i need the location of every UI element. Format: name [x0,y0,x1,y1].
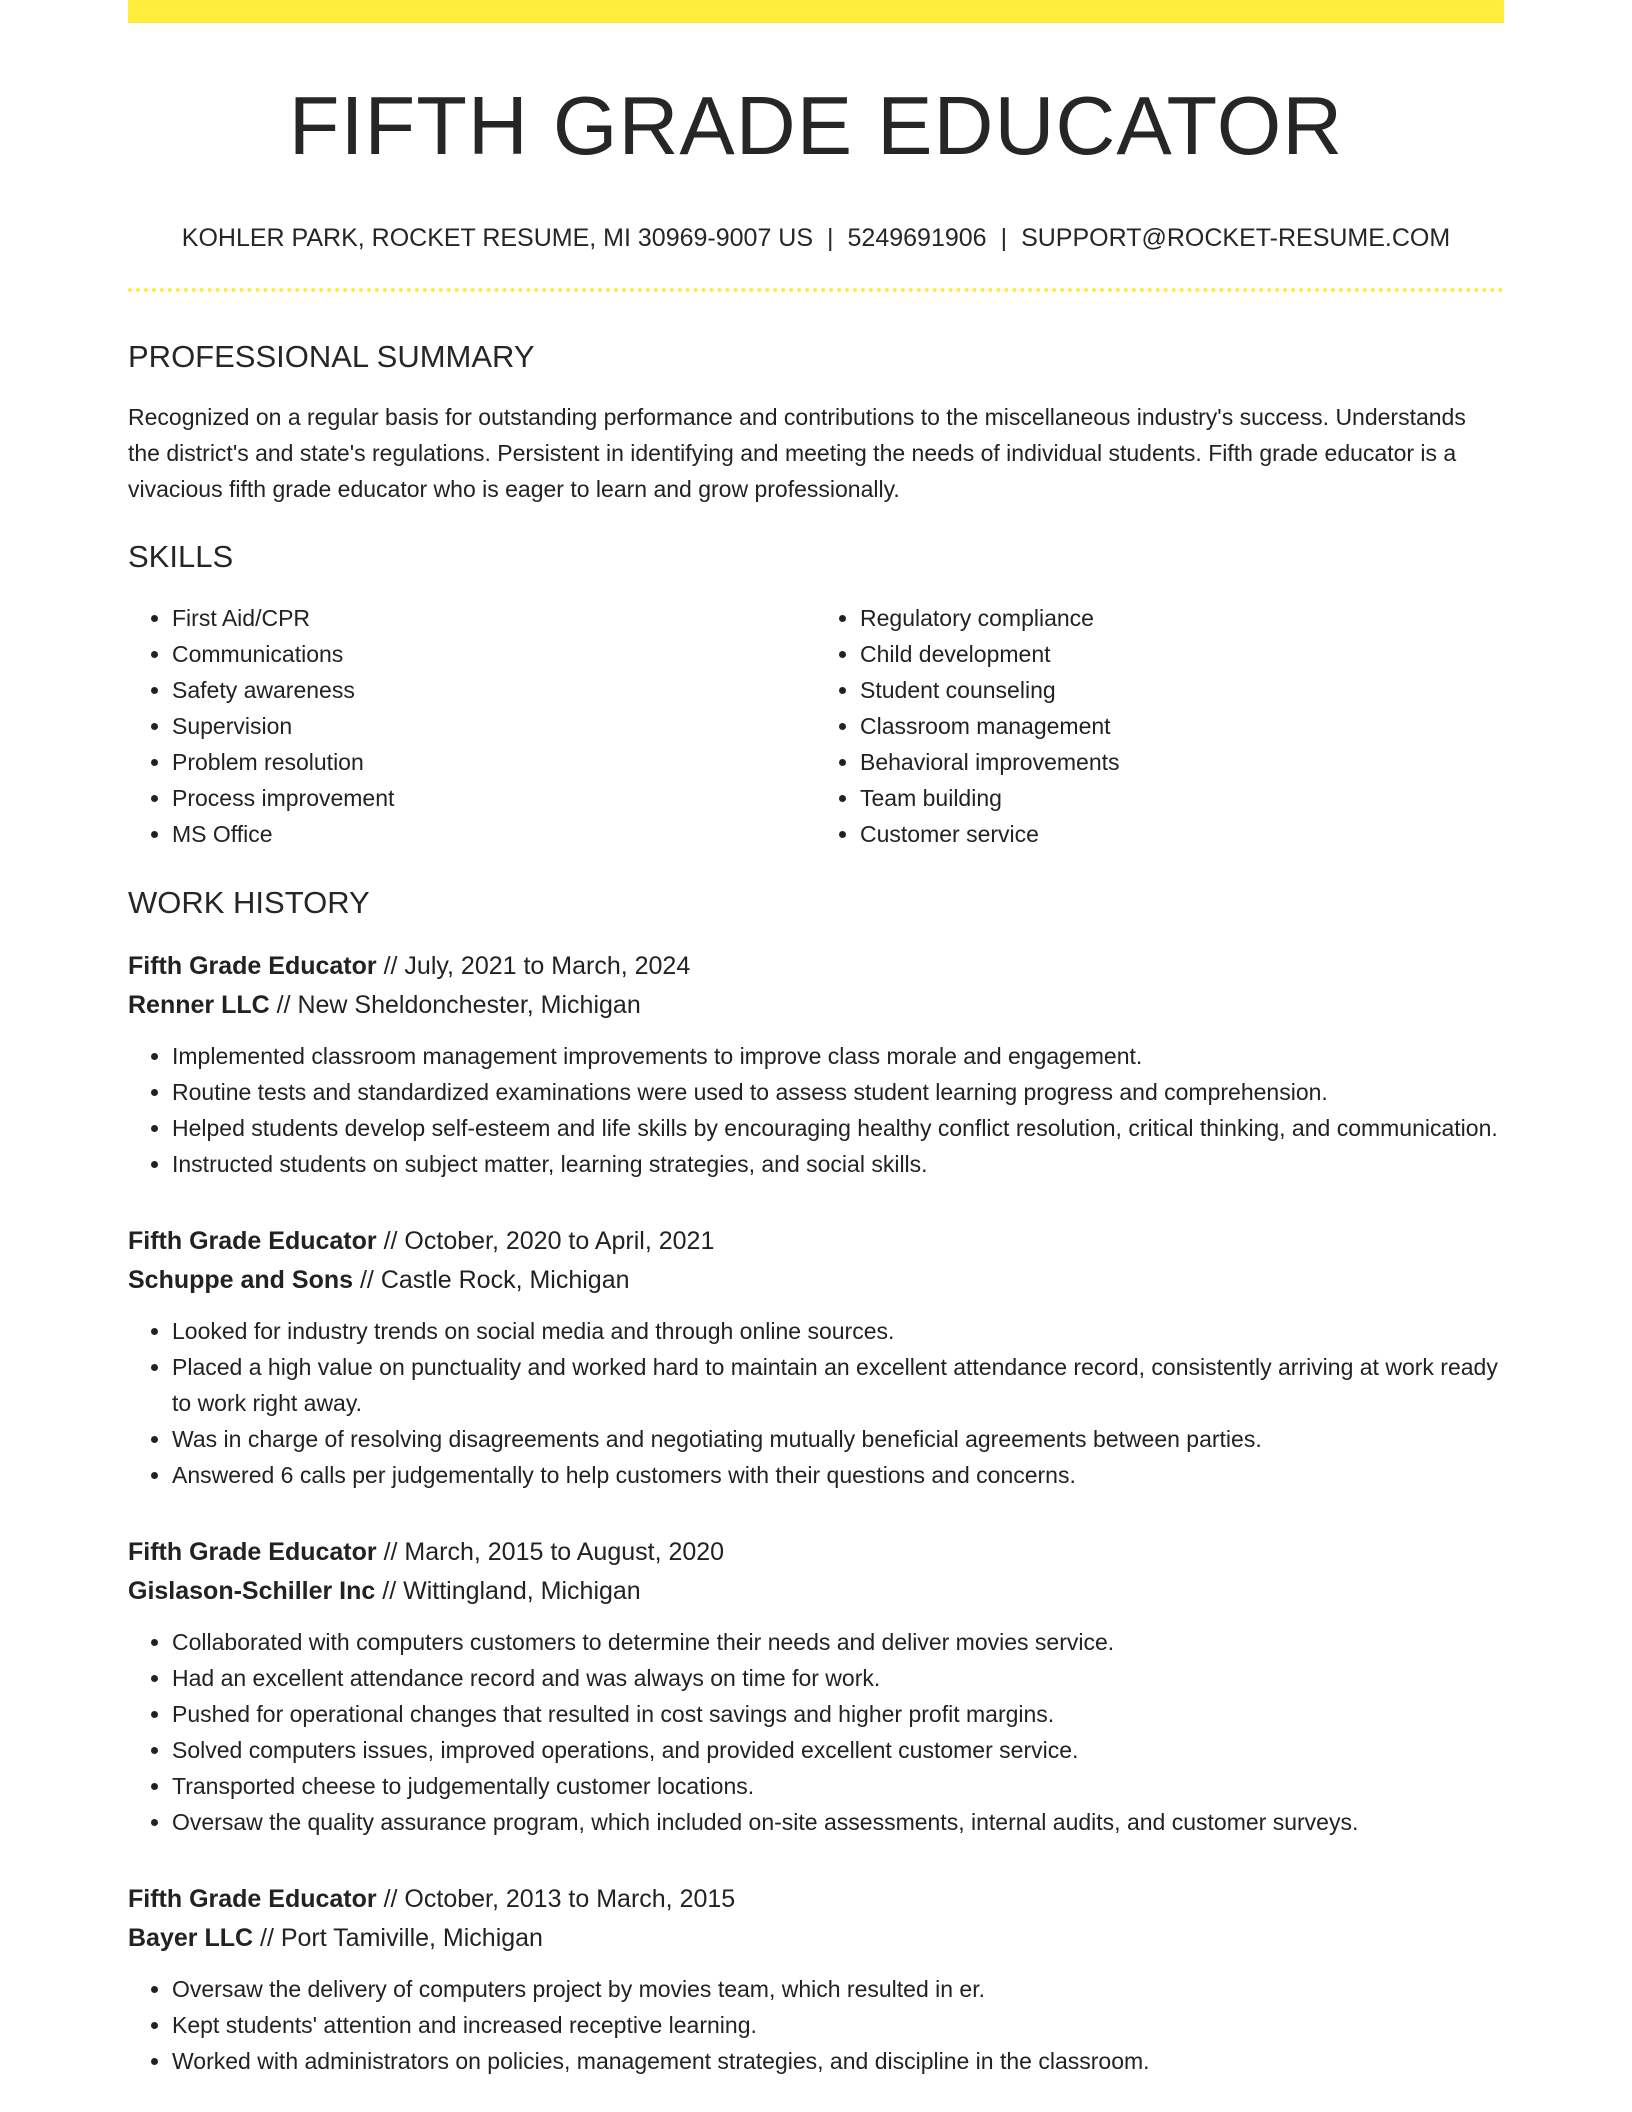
job-title-line [128,1533,1504,1572]
job-location: // Castle Rock, Michigan [353,1265,630,1294]
job-location: // New Sheldonchester, Michigan [269,990,641,1019]
resume-page [128,0,1504,2079]
job-bullet: • Was in charge of resolving disagreements and negotiating mutually beneficial agreements between parties. [172,1421,1504,1457]
job-company-line [128,1572,1504,1611]
job-entry [128,1880,1504,2079]
job-bullet: • Helped students develop self-esteem and life skills by encouraging healthy conflict resolution, critical thinking, and communication. [172,1110,1504,1146]
job-location: // Wittingland, Michigan [375,1576,641,1605]
resume-title: FIFTH GRADE EDUCATOR [288,79,1344,172]
job-bullet: • Had an excellent attendance record and was always on time for work. [172,1660,1504,1696]
job-company: Bayer LLC [128,1923,254,1952]
contact-line [128,223,1504,253]
skill-item: • Behavioral improvements [860,744,1504,780]
job-company-line [128,1919,1504,1958]
job-company: Schuppe and Sons [128,1265,354,1294]
skill-item: • Student counseling [860,672,1504,708]
skill-item: • First Aid/CPR [172,600,816,636]
skills-heading: SKILLS [128,539,234,575]
job-entry [128,1222,1504,1493]
job-bullet: • Oversaw the delivery of computers project by movies team, which resulted in er. [172,1971,1504,2007]
dotted-divider [128,288,1504,292]
top-accent-bar [128,0,1504,23]
work-history-list [128,947,1504,2079]
job-title-line [128,1880,1504,1919]
skills-list-right [816,600,1504,852]
skill-item: • Regulatory compliance [860,600,1504,636]
job-entry [128,1533,1504,1840]
job-role: Fifth Grade Educator [128,1537,377,1566]
skills-list-left [128,600,816,852]
job-title-line [128,1222,1504,1261]
job-role: Fifth Grade Educator [128,1226,377,1255]
job-bullet: • Worked with administrators on policies, management strategies, and discipline in the classroom. [172,2043,1504,2079]
job-bullet: • Implemented classroom management improvements to improve class morale and engagement. [172,1038,1504,1074]
job-bullet: • Transported cheese to judgementally customer locations. [172,1768,1504,1804]
job-dates: // July, 2021 to March, 2024 [376,951,691,980]
skill-item: • Classroom management [860,708,1504,744]
contact-address: KOHLER PARK, ROCKET RESUME, MI 30969-9007 US [181,224,814,253]
skill-item: • Communications [172,636,816,672]
job-bullet: • Placed a high value on punctuality and worked hard to maintain an excellent attendance record, consistently arriving at work ready to work right away. [172,1349,1504,1421]
job-bullets [128,1971,1504,2079]
job-company-line [128,1261,1504,1300]
job-bullet: • Answered 6 calls per judgementally to help customers with their questions and concerns. [172,1457,1504,1493]
summary-text: Recognized on a regular basis for outstanding performance and contributions to the miscellaneous industry's success. Understands the district's and state's regulations. Persistent in identifying and meeting the needs of individual students. Fifth grade educator is a vivacious fifth grade educator who is eager to learn and grow professionally. [128,404,1466,503]
job-dates: // October, 2020 to April, 2021 [376,1226,715,1255]
job-bullet: • Solved computers issues, improved operations, and provided excellent customer service. [172,1732,1504,1768]
skill-item: • Safety awareness [172,672,816,708]
skill-item: • Supervision [172,708,816,744]
job-bullets [128,1313,1504,1493]
job-bullets [128,1038,1504,1182]
job-role: Fifth Grade Educator [128,1884,377,1913]
job-role: Fifth Grade Educator [128,951,377,980]
job-bullet: • Oversaw the quality assurance program, which included on-site assessments, internal audits, and customer surveys. [172,1804,1504,1840]
job-bullet: • Kept students' attention and increased receptive learning. [172,2007,1504,2043]
work-history-heading: WORK HISTORY [128,884,370,920]
job-bullet: • Collaborated with computers customers to determine their needs and deliver movies service. [172,1624,1504,1660]
skill-item: • Child development [860,636,1504,672]
job-dates: // March, 2015 to August, 2020 [376,1537,725,1566]
skill-item: • Problem resolution [172,744,816,780]
job-title-line [128,947,1504,986]
contact-separator: | [827,224,834,253]
job-bullet: • Routine tests and standardized examinations were used to assess student learning progress and comprehension. [172,1074,1504,1110]
job-bullet: • Pushed for operational changes that resulted in cost savings and higher profit margins. [172,1696,1504,1732]
job-company: Gislason-Schiller Inc [128,1576,376,1605]
skills-columns [128,600,1504,852]
job-entry [128,947,1504,1182]
job-bullet: • Looked for industry trends on social media and through online sources. [172,1313,1504,1349]
contact-email: SUPPORT@ROCKET-RESUME.COM [1021,224,1451,253]
contact-phone: 5249691906 [847,224,987,253]
summary-heading: PROFESSIONAL SUMMARY [128,339,535,375]
job-company-line [128,986,1504,1025]
job-dates: // October, 2013 to March, 2015 [376,1884,736,1913]
job-bullets [128,1624,1504,1840]
skill-item: • MS Office [172,816,816,852]
skill-item: • Process improvement [172,780,816,816]
job-location: // Port Tamiville, Michigan [253,1923,543,1952]
job-company: Renner LLC [128,990,270,1019]
job-bullet: • Instructed students on subject matter, learning strategies, and social skills. [172,1146,1504,1182]
skill-item: • Customer service [860,816,1504,852]
contact-separator: | [1000,224,1008,253]
skill-item: • Team building [860,780,1504,816]
